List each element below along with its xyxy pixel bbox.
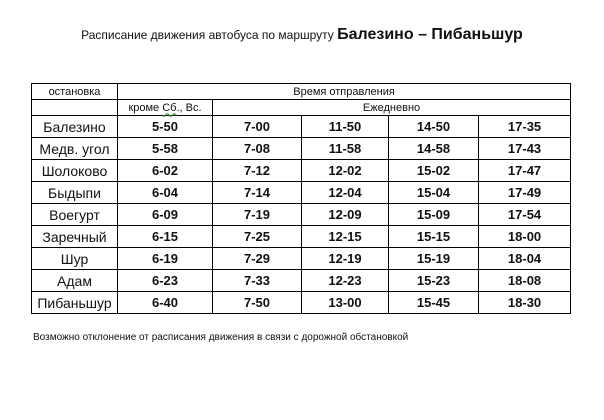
header-weekdays	[118, 100, 213, 116]
departure-time: 11-58	[302, 138, 389, 160]
departure-time: 17-54	[479, 204, 571, 226]
page-title	[0, 26, 604, 44]
stop-name: Медв. угол	[32, 138, 118, 160]
title-route: Балезино – Пибаньшур	[337, 26, 523, 43]
departure-time: 6-23	[118, 270, 213, 292]
header-departure: Время отправления	[118, 84, 571, 100]
stop-name: Воегурт	[32, 204, 118, 226]
departure-time: 12-23	[302, 270, 389, 292]
stop-name: Балезино	[32, 116, 118, 138]
stop-name: Пибаньшур	[32, 292, 118, 314]
schedule-table	[31, 83, 571, 314]
stop-name: Шолоково	[32, 160, 118, 182]
departure-time: 6-04	[118, 182, 213, 204]
departure-time: 7-25	[213, 226, 302, 248]
departure-time: 7-00	[213, 116, 302, 138]
departure-time: 6-09	[118, 204, 213, 226]
table-row	[32, 292, 571, 314]
header-stop: остановка	[32, 84, 118, 100]
departure-time: 5-50	[118, 116, 213, 138]
departure-time: 17-43	[479, 138, 571, 160]
table-row	[32, 138, 571, 160]
departure-time: 12-09	[302, 204, 389, 226]
departure-time: 17-47	[479, 160, 571, 182]
stop-name: Заречный	[32, 226, 118, 248]
departure-time: 5-58	[118, 138, 213, 160]
table-row	[32, 116, 571, 138]
departure-time: 12-04	[302, 182, 389, 204]
departure-time: 7-14	[213, 182, 302, 204]
stop-name: Шур	[32, 248, 118, 270]
departure-time: 7-50	[213, 292, 302, 314]
departure-time: 14-58	[389, 138, 479, 160]
table-row	[32, 226, 571, 248]
departure-time: 15-04	[389, 182, 479, 204]
weekday-squiggle: Сб	[162, 101, 177, 114]
departure-time: 6-40	[118, 292, 213, 314]
table-row	[32, 182, 571, 204]
departure-time: 7-29	[213, 248, 302, 270]
departure-time: 14-50	[389, 116, 479, 138]
header-empty	[32, 100, 118, 116]
weekday-suffix: ., Вс.	[176, 101, 202, 114]
departure-time: 7-33	[213, 270, 302, 292]
stop-name: Быдыпи	[32, 182, 118, 204]
header-row-2	[32, 100, 571, 116]
departure-time: 17-35	[479, 116, 571, 138]
departure-time: 17-49	[479, 182, 571, 204]
footnote: Возможно отклонение от расписания движения в связи с дорожной обстановкой	[33, 332, 409, 343]
header-row-1	[32, 84, 571, 100]
stop-name: Адам	[32, 270, 118, 292]
departure-time: 15-02	[389, 160, 479, 182]
departure-time: 18-30	[479, 292, 571, 314]
departure-time: 6-15	[118, 226, 213, 248]
departure-time: 15-15	[389, 226, 479, 248]
weekday-prefix: кроме	[128, 101, 163, 114]
departure-time: 7-19	[213, 204, 302, 226]
title-prefix: Расписание движения автобуса по маршруту	[81, 28, 338, 42]
departure-time: 15-19	[389, 248, 479, 270]
departure-time: 13-00	[302, 292, 389, 314]
table-row	[32, 160, 571, 182]
departure-time: 12-02	[302, 160, 389, 182]
table-row	[32, 270, 571, 292]
header-daily: Ежедневно	[213, 100, 571, 116]
departure-time: 7-08	[213, 138, 302, 160]
departure-time: 18-00	[479, 226, 571, 248]
departure-time: 11-50	[302, 116, 389, 138]
departure-time: 15-09	[389, 204, 479, 226]
departure-time: 6-02	[118, 160, 213, 182]
departure-time: 18-08	[479, 270, 571, 292]
departure-time: 15-45	[389, 292, 479, 314]
departure-time: 12-19	[302, 248, 389, 270]
departure-time: 15-23	[389, 270, 479, 292]
departure-time: 6-19	[118, 248, 213, 270]
departure-time: 7-12	[213, 160, 302, 182]
departure-time: 12-15	[302, 226, 389, 248]
table-row	[32, 204, 571, 226]
table-row	[32, 248, 571, 270]
departure-time: 18-04	[479, 248, 571, 270]
